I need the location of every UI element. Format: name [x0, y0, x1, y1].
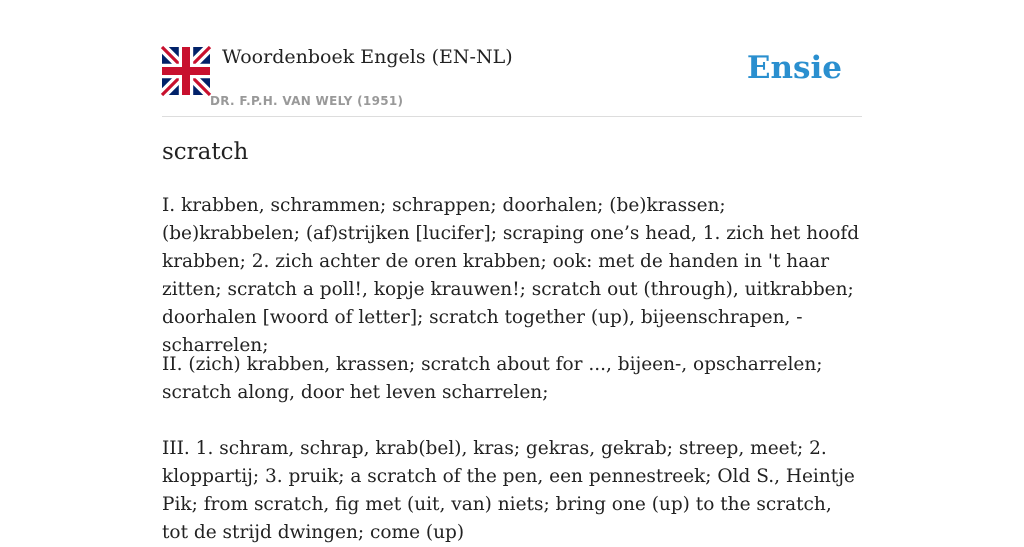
page-container: [162, 0, 862, 543]
definition-paragraph-3: III. 1. schram, schrap, krab(bel), kras; gekras, gekrab; streep, meet; 2. kloppartij; 3. pruik; a scratch of the pen, een pennestreek; Old S., Heintje Pik; from scratch, fig met (uit, van) niets; bring one (up) to the scratch, tot de strijd dwingen; come (up): [162, 438, 855, 543]
ensie-logo-link[interactable]: Ensie: [746, 50, 842, 86]
definition-paragraph-2: II. (zich) krabben, krassen; scratch about for ..., bijeen-, opscharrelen; scratch along, door het leven scharrelen;: [162, 354, 823, 403]
uk-flag-icon: [162, 47, 210, 95]
dictionary-title-link[interactable]: Woordenboek Engels (EN-NL): [222, 46, 513, 68]
dictionary-author: DR. F.P.H. VAN WELY (1951): [210, 94, 404, 108]
definition-paragraph-1: I. krabben, schrammen; schrappen; doorhalen; (be)krassen; (be)krabbelen; (af)strijken [lucifer]; scraping one’s head, 1. zich het hoofd krabben; 2. zich achter de oren krabben; ook: met de handen in 't haar zitten; scratch a poll!, kopje krauwen!; scratch out (through), uitkrabben; doorhalen [woord of letter]; scratch together (up), bijeenschrapen, -scharrelen;: [162, 195, 860, 356]
entry-headword: scratch: [162, 139, 249, 165]
dictionary-header: [162, 0, 862, 117]
